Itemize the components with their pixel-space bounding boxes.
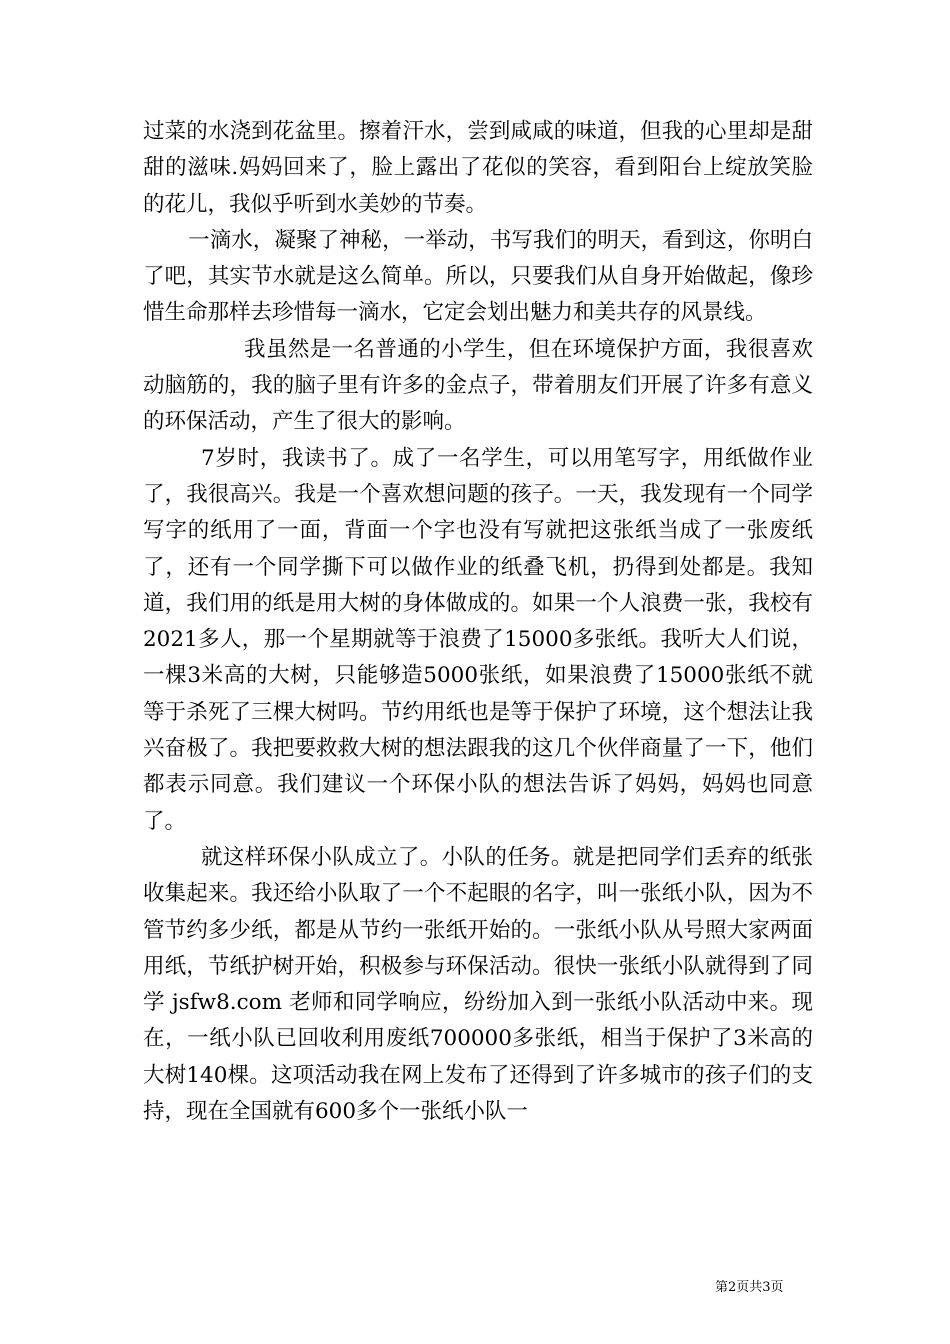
paragraph-4: 7岁时，我读书了。成了一名学生，可以用笔写字，用纸做作业了，我很高兴。我是一个喜欢想问题的孩子。一天，我发现有一个同学写字的纸用了一面，背面一个字也没有写就把这张纸当成了一张废纸了，还有一个同学撕下可以做作业的纸叠飞机，扔得到处都是。我知道，我们用的纸是用大树的身体做成的。如果一个人浪费一张，我校有2021多人，那一个星期就等于浪费了15000多张纸。我听大人们说，一棵3米高的大树，只能够造5000张纸，如果浪费了15000张纸不就等于杀死了三棵大树吗。节约用纸也是等于保护了环境，这个想法让我兴奋极了。我把要救救大树的想法跟我的这几个伙伴商量了一下，他们都表示同意。我们建议一个环保小队的想法告诉了妈妈，妈妈也同意了。 (143, 445, 813, 834)
page-number: 第2页共3页 (715, 1280, 784, 1295)
paragraph-1: 过菜的水浇到花盆里。擦着汗水，尝到咸咸的味道，但我的心里却是甜甜的滋味.妈妈回来了，脸上露出了花似的笑容，看到阳台上绽放笑脸的花儿，我似乎听到水美妙的节奏。 (143, 119, 813, 217)
document-body (143, 114, 813, 1130)
paragraph-3: 我虽然是一名普通的小学生，但在环境保护方面，我很喜欢动脑筋的，我的脑子里有许多的金点子，带着朋友们开展了许多有意义的环保活动，产生了很大的影响。 (143, 336, 813, 435)
paragraph-2: 一滴水，凝聚了神秘，一举动，书写我们的明天，看到这，你明白了吧，其实节水就是这么简单。所以，只要我们从自身开始做起，像珍惜生命那样去珍惜每一滴水，它定会划出魅力和美共存的风景线。 (143, 227, 813, 326)
paragraph-5: 就这样环保小队成立了。小队的任务。就是把同学们丢弃的纸张收集起来。我还给小队取了一个不起眼的名字，叫一张纸小队，因为不管节约多少纸，都是从节约一张纸开始的。一张纸小队从号照大家两面用纸，节纸护树开始，积极参与环保活动。很快一张纸小队就得到了同学 jsfw8.com 老师和同学响应，纷纷加入到一张纸小队活动中来。现在，一纸小队已回收利用废纸700000多张纸，相当于保护了3米高的大树140棵。这项活动我在网上发布了还得到了许多城市的孩子们的支持，现在全国就有600多个一张纸小队一 (143, 844, 813, 1125)
